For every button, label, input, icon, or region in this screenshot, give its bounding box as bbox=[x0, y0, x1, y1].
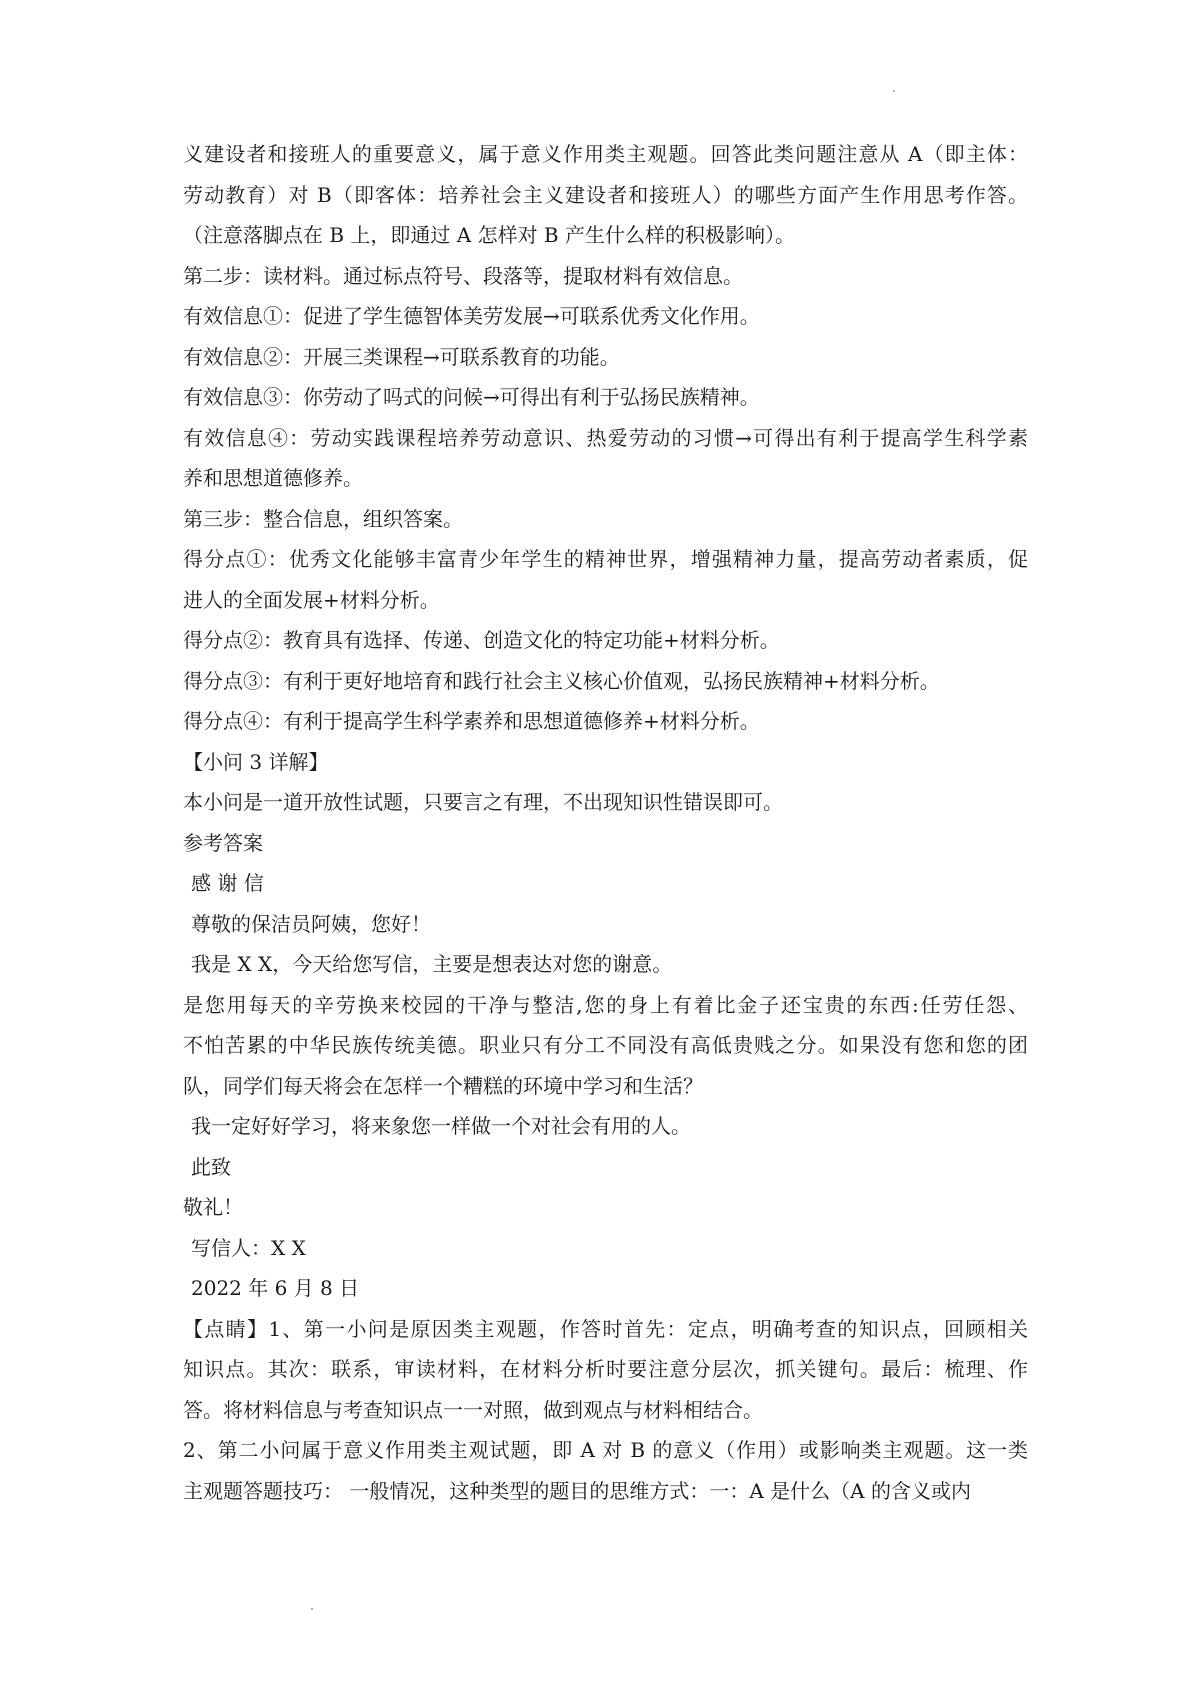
text-line: 劳动教育）对 B（即客体：培养社会主义建设者和接班人）的哪些方面产生作用思考作答。 bbox=[183, 182, 1028, 207]
paragraph bbox=[183, 661, 1028, 702]
text-line: 有效信息③：你劳动了吗式的问候→可得出有利于弘扬民族精神。 bbox=[183, 385, 760, 409]
text-line: 得分点②：教育具有选择、传递、创造文化的特定功能+材料分析。 bbox=[183, 628, 780, 652]
text-line: 此致 bbox=[191, 1154, 231, 1179]
text-line: 第二步：读材料。通过标点符号、段落等，提取材料有效信息。 bbox=[183, 263, 743, 288]
paragraph bbox=[183, 1187, 1028, 1228]
scan-speck-bottom bbox=[311, 1608, 313, 1610]
text-line: （注意落脚点在 B 上，即通过 A 怎样对 B 产生什么样的积极影响）。 bbox=[183, 223, 795, 247]
text-line: 主观题答题技巧： 一般情况，这种类型的题目的思维方式：一：A 是什么（A 的含义或内 bbox=[183, 1478, 971, 1503]
text-line: 义建设者和接班人的重要意义，属于意义作用类主观题。回答此类问题注意从 A（即主体： bbox=[183, 142, 1028, 166]
paragraph bbox=[183, 134, 1028, 256]
paragraph bbox=[183, 296, 1028, 337]
text-line: 写信人：X X bbox=[191, 1235, 306, 1260]
text-line: 我是 X X，今天给您写信，主要是想表达对您的谢意。 bbox=[191, 952, 673, 976]
text-line: 【小问 3 详解】 bbox=[183, 749, 329, 774]
text-line: 有效信息④：劳动实践课程培养劳动意识、热爱劳动的习惯→可得出有利于提高学生科学素 bbox=[183, 425, 1028, 450]
paragraph bbox=[183, 863, 1028, 904]
paragraph bbox=[183, 337, 1028, 378]
paragraph bbox=[183, 1228, 1028, 1269]
paragraph bbox=[183, 539, 1028, 620]
paragraph bbox=[183, 985, 1028, 1107]
text-line: 有效信息②：开展三类课程→可联系教育的功能。 bbox=[183, 344, 620, 369]
paragraph bbox=[183, 1268, 1028, 1309]
paragraph bbox=[183, 377, 1028, 418]
scan-speck-top bbox=[893, 90, 895, 92]
text-line: 得分点④：有利于提高学生科学素养和思想道德修养+材料分析。 bbox=[183, 709, 760, 733]
text-line: 得分点③：有利于更好地培育和践行社会主义核心价值观，弘扬民族精神+材料分析。 bbox=[183, 668, 940, 693]
paragraph bbox=[183, 1147, 1028, 1188]
paragraph bbox=[183, 256, 1028, 297]
text-line: 2、第二小问属于意义作用类主观试题，即 A 对 B 的意义（作用）或影响类主观题。这一类 bbox=[183, 1438, 1028, 1462]
paragraph bbox=[183, 620, 1028, 661]
text-line: 得分点①：优秀文化能够丰富青少年学生的精神世界，增强精神力量，提高劳动者素质，促 bbox=[183, 547, 1028, 571]
paragraph bbox=[183, 742, 1028, 783]
paragraph bbox=[183, 499, 1028, 540]
text-line: 队，同学们每天将会在怎样一个糟糕的环境中学习和生活？ bbox=[183, 1073, 703, 1098]
text-line: 我一定好好学习，将来象您一样做一个对社会有用的人。 bbox=[191, 1114, 691, 1138]
text-line: 2022 年 6 月 8 日 bbox=[191, 1276, 360, 1300]
text-line: 本小问是一道开放性试题，只要言之有理，不出现知识性错误即可。 bbox=[183, 790, 783, 814]
text-line: 敬礼！ bbox=[183, 1195, 243, 1219]
text-line: 【点睛】1、第一小问是原因类主观题，作答时首先：定点，明确考查的知识点，回顾相关 bbox=[183, 1316, 1028, 1341]
document-page bbox=[183, 134, 1028, 1511]
text-line: 养和思想道德修养。 bbox=[183, 466, 363, 490]
paragraph bbox=[183, 904, 1028, 945]
text-line: 答。将材料信息与考查知识点一一对照，做到观点与材料相结合。 bbox=[183, 1397, 763, 1422]
text-line: 知识点。其次：联系，审读材料，在材料分析时要注意分层次，抓关键句。最后：梳理、作 bbox=[183, 1357, 1028, 1381]
paragraph bbox=[183, 418, 1028, 499]
paragraph bbox=[183, 1106, 1028, 1147]
text-line: 不怕苦累的中华民族传统美德。职业只有分工不同没有高低贵贱之分。如果没有您和您的团 bbox=[183, 1033, 1028, 1057]
text-line: 有效信息①：促进了学生德智体美劳发展→可联系优秀文化作用。 bbox=[183, 304, 760, 328]
paragraph bbox=[183, 1430, 1028, 1511]
text-line: 感 谢 信 bbox=[191, 871, 264, 895]
paragraph bbox=[183, 701, 1028, 742]
text-line: 参考答案 bbox=[183, 830, 263, 855]
text-line: 是您用每天的辛劳换来校园的干净与整洁,您的身上有着比金子还宝贵的东西:任劳任怨、 bbox=[183, 992, 1028, 1017]
paragraph bbox=[183, 823, 1028, 864]
text-line: 尊敬的保洁员阿姨，您好！ bbox=[191, 911, 431, 936]
paragraph bbox=[183, 1309, 1028, 1431]
text-line: 进人的全面发展+材料分析。 bbox=[183, 587, 440, 612]
paragraph bbox=[183, 944, 1028, 985]
paragraph bbox=[183, 782, 1028, 823]
text-line: 第三步：整合信息，组织答案。 bbox=[183, 506, 463, 531]
